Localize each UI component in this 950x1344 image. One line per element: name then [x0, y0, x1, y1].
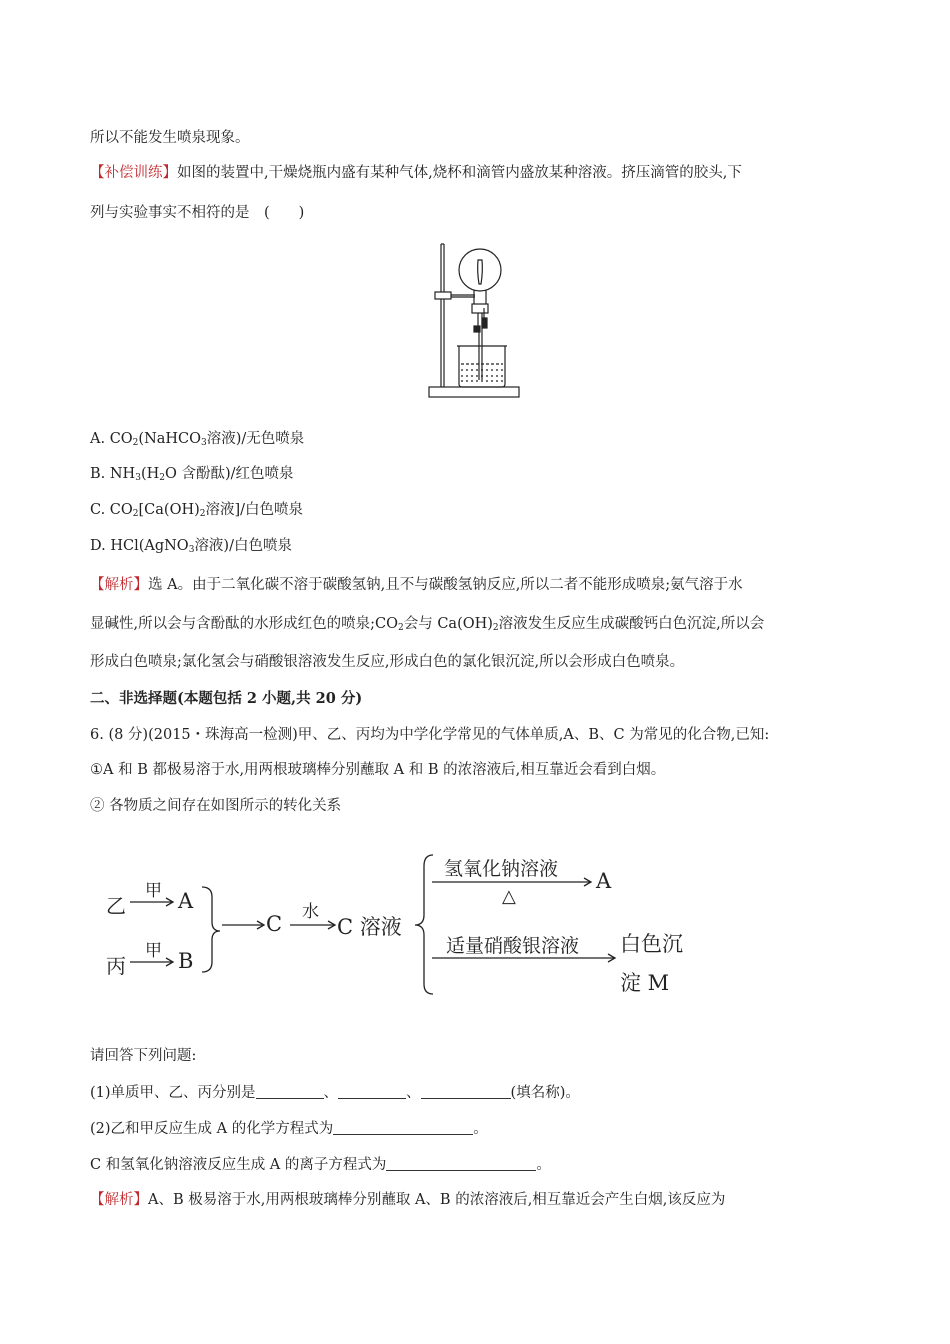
option-a-part: (NaHCO	[138, 431, 202, 447]
questions-prompt: 请回答下列问题:	[90, 1048, 197, 1064]
q6-condition-1: ①A 和 B 都极易溶于水,用两根玻璃棒分别蘸取 A 和 B 的浓溶液后,相互靠近会看到白烟。	[90, 762, 666, 778]
section-title: 二、非选择题(本题包括 2 小题,共 20 分)	[90, 690, 363, 707]
practice-stem-text-1: 如图的装置中,干燥烧瓶内盛有某种气体,烧杯和滴管内盛放某种溶液。挤压滴管的胶头,下	[177, 165, 742, 181]
scheme-naoh: 氢氧化钠溶液	[444, 858, 559, 880]
option-c-sub: 2	[132, 509, 139, 519]
option-d-part: D. HCl(AgNO	[90, 538, 189, 554]
fountain-apparatus-figure	[425, 238, 525, 402]
question-1-sep: 、	[406, 1085, 421, 1101]
option-a-part: 溶液)/无色喷泉	[206, 431, 305, 447]
scheme-water: 水	[302, 902, 319, 922]
analysis-tag: 【解析】	[90, 1192, 148, 1208]
question-1-sep: 、	[323, 1085, 339, 1101]
q6-stem: 6. (8 分)(2015・珠海高一检测)甲、乙、丙均为中学化学常见的气体单质,A、B、C 为常见的化合物,已知:	[90, 727, 770, 743]
analysis-1-line-2	[90, 614, 764, 638]
analysis-1-line-3: 形成白色喷泉;氯化氢会与硝酸银溶液发生反应,形成白色的氯化银沉淀,所以会形成白色喷泉。	[90, 654, 685, 670]
scheme-c-solution: C 溶液	[337, 915, 402, 939]
analysis-1-sub: 2	[492, 623, 499, 633]
analysis-1-line-1	[90, 575, 743, 595]
option-c-part: [Ca(OH)	[138, 502, 200, 518]
option-b-sub: 2	[159, 473, 165, 483]
scheme-c: C	[266, 912, 283, 936]
practice-stem-1	[90, 163, 742, 183]
question-3	[90, 1155, 551, 1175]
scheme-jia-bottom: 甲	[145, 941, 162, 961]
analysis-1-text: 选 A。由于二氧化碳不溶于碳酸氢钠,且不与碳酸氢钠反应,所以二者不能形成喷泉;氨气溶于水	[148, 577, 743, 593]
question-3-end: 。	[536, 1157, 551, 1173]
option-a	[90, 429, 304, 453]
option-a-sub: 2	[132, 438, 139, 448]
option-d	[90, 536, 292, 560]
question-1-text: (1)单质甲、乙、丙分别是	[90, 1085, 256, 1101]
scheme-precipitate-2: 淀 M	[620, 971, 670, 995]
analysis-2-text: A、B 极易溶于水,用两根玻璃棒分别蘸取 A、B 的浓溶液后,相互靠近会产生白烟,该反应为	[148, 1192, 726, 1208]
scheme-bing: 丙	[106, 954, 126, 978]
practice-stem-2: 列与实验事实不相符的是 ( )	[90, 205, 305, 221]
scheme-a-right: A	[596, 869, 612, 893]
scheme-b-left: B	[178, 949, 194, 973]
question-1	[90, 1083, 580, 1103]
intro-line: 所以不能发生喷泉现象。	[90, 130, 250, 146]
scheme-agno3: 适量硝酸银溶液	[446, 935, 580, 957]
analysis-1-text: 溶液发生反应生成碳酸钙白色沉淀,所以会	[498, 616, 765, 632]
question-2-end: 。	[473, 1121, 488, 1137]
q6-condition-2: ② 各物质之间存在如图所示的转化关系	[90, 798, 342, 814]
scheme-heat: △	[502, 886, 516, 907]
option-b-part: B. NH	[90, 466, 136, 482]
option-b-part: O 含酚酞)/红色喷泉	[165, 466, 294, 482]
option-b-sub: 3	[135, 473, 141, 483]
answer-blank-yi[interactable]	[338, 1084, 406, 1099]
question-1-text: (填名称)。	[510, 1085, 580, 1101]
option-c-part: 溶液]/白色喷泉	[205, 502, 304, 518]
option-c	[90, 500, 303, 524]
option-c-sub: 2	[199, 509, 206, 519]
scheme-a-left: A	[178, 889, 194, 913]
option-a-part: A. CO	[90, 431, 133, 447]
scheme-yi: 乙	[106, 894, 126, 918]
analysis-1-text: 会与 Ca(OH)	[403, 616, 493, 632]
answer-blank-bing[interactable]	[421, 1084, 511, 1099]
scheme-precipitate-1: 白色沉	[620, 932, 683, 956]
question-2-text: (2)乙和甲反应生成 A 的化学方程式为	[90, 1121, 334, 1137]
analysis-1-sub: 2	[397, 623, 404, 633]
option-b-part: (H	[140, 466, 160, 482]
option-a-sub: 3	[201, 438, 207, 448]
option-b	[90, 464, 294, 488]
option-d-part: 溶液)/白色喷泉	[194, 538, 292, 554]
scheme-jia-top: 甲	[145, 881, 162, 901]
analysis-1-text: 显碱性,所以会与含酚酞的水形成红色的喷泉;CO	[90, 616, 398, 632]
option-d-sub: 3	[188, 545, 195, 555]
practice-tag: 【补偿训练】	[90, 165, 177, 181]
analysis-2	[90, 1190, 725, 1210]
question-3-text: C 和氢氧化钠溶液反应生成 A 的离子方程式为	[90, 1157, 387, 1173]
question-2	[90, 1119, 488, 1139]
analysis-tag: 【解析】	[90, 577, 148, 593]
answer-blank-jia[interactable]	[256, 1084, 324, 1099]
answer-blank-ionic-equation[interactable]	[386, 1156, 536, 1171]
answer-blank-equation[interactable]	[333, 1120, 473, 1135]
option-c-part: C. CO	[90, 502, 133, 518]
